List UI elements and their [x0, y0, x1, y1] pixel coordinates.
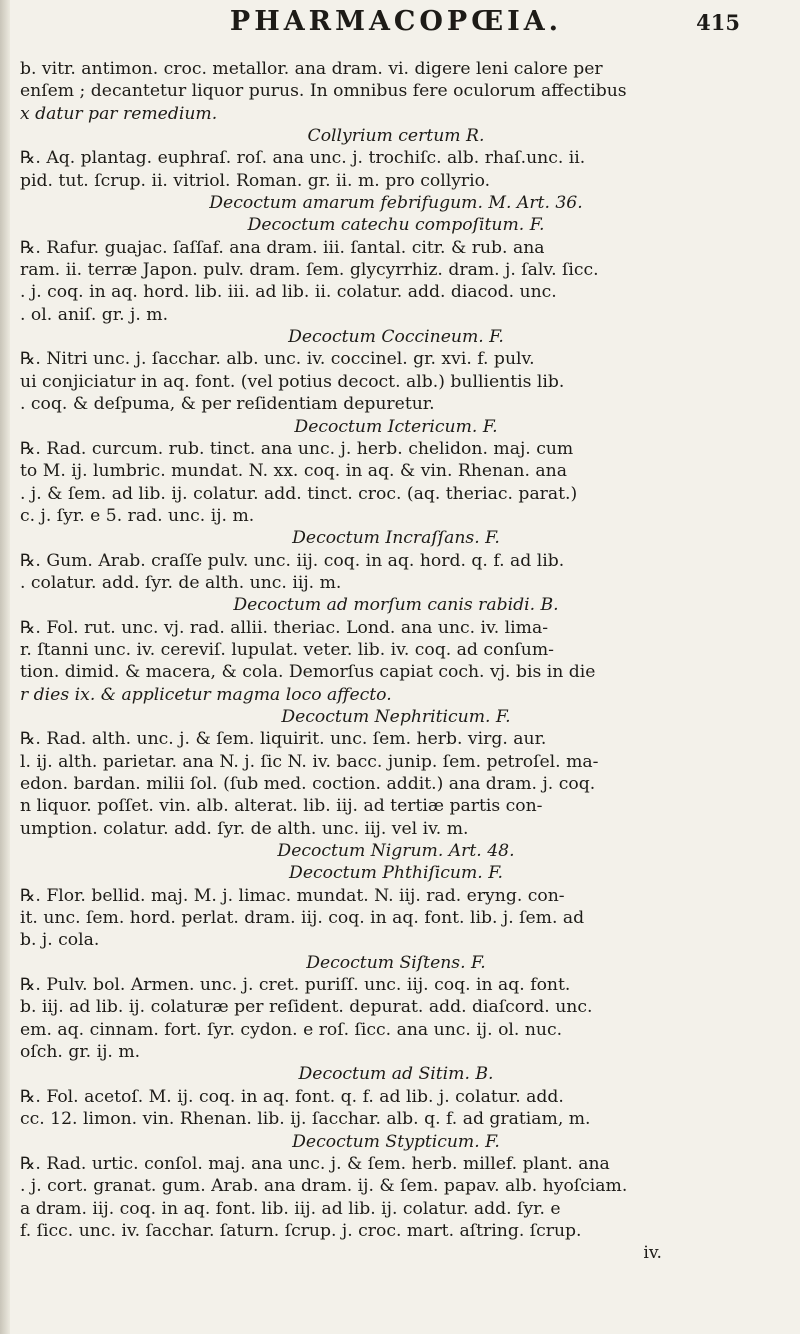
recipe-heading: Decoctum Phthiſicum. F.: [289, 863, 503, 884]
text-line: edon. bardan. milii ſol. (ſub med. coction. addit.) ana dram. j. coq.: [20, 774, 596, 794]
text-line: ui conjiciatur in aq. font. (vel potius decoct. alb.) bullientis lib.: [20, 371, 565, 392]
text-line: oſch. gr. ij. m.: [20, 1042, 141, 1063]
text-line: ℞. Fol. acetoſ. M. ij. coq. in aq. font. q. f. ad lib. j. colatur. add.: [20, 1086, 564, 1107]
text-line: r dies ix. & applicetur magma loco affecto.: [20, 684, 392, 705]
page-number: 415: [696, 10, 740, 35]
text-line: . j. cort. granat. gum. Arab. ana dram. ij. & ſem. papav. alb. hyoſciam.: [20, 1176, 628, 1197]
text-line: em. aq. cinnam. fort. ſyr. cydon. e roſ. ſicc. ana unc. ij. ol. nuc.: [20, 1019, 563, 1040]
text-line: b. j. cola.: [20, 930, 100, 951]
text-line: ℞. Pulv. bol. Armen. unc. j. cret. puriſſ. unc. iij. coq. in aq. font.: [20, 975, 571, 996]
text-line: x datur par remedium.: [20, 103, 218, 124]
text-line: ℞. Rad. alth. unc. j. & ſem. liquirit. unc. ſem. herb. virg. aur.: [20, 729, 547, 750]
text-line: ℞. Gum. Arab. craſſe pulv. unc. iij. coq. in aq. hord. q. f. ad lib.: [20, 550, 565, 571]
page-header: [20, 0, 772, 58]
text-line: ℞. Fol. rut. unc. vj. rad. allii. theriac. Lond. ana unc. iv. lima-: [20, 617, 549, 638]
text-line: . colatur. add. ſyr. de alth. unc. iij. m.: [20, 572, 342, 593]
running-title: PHARMACOPŒIA.: [229, 6, 563, 37]
text-line: . ol. aniſ. gr. j. m.: [20, 304, 169, 325]
text-line: a dram. iij. coq. in aq. font. lib. iij. ad lib. ij. colatur. add. ſyr. e: [20, 1198, 561, 1219]
catchword: iv.: [643, 1243, 662, 1264]
text-line: ℞. Rad. curcum. rub. tinct. ana unc. j. herb. chelidon. maj. cum: [20, 438, 574, 459]
recipe-heading: Collyrium certum R.: [307, 126, 485, 147]
text-line: enſem ; decantetur liquor purus. In omnibus fere oculorum affectibus: [20, 81, 627, 102]
recipe-heading: Decoctum catechu compoſitum. F.: [247, 215, 545, 236]
text-line: c. j. ſyr. e 5. rad. unc. ij. m.: [20, 505, 255, 526]
text-line: . j. & ſem. ad lib. ij. colatur. add. tinct. croc. (aq. theriac. parat.): [20, 483, 578, 504]
recipe-heading: Decoctum Nephriticum. F.: [281, 706, 511, 727]
text-line: to M. ij. lumbric. mundat. N. xx. coq. in aq. & vin. Rhenan. ana: [20, 461, 567, 482]
text-line: b. iij. ad lib. ij. colaturæ per reſident. depurat. add. diaſcord. unc.: [20, 997, 593, 1018]
text-line: l. ij. alth. parietar. ana N. j. ſic N. iv. bacc. junip. ſem. petroſel. ma-: [20, 751, 599, 772]
text-line: f. ſicc. unc. iv. ſacchar. ſaturn. ſcrup. j. croc. mart. aſtring. ſcrup.: [20, 1220, 582, 1241]
recipe-heading: Decoctum Nigrum. Art. 48.: [277, 841, 515, 862]
text-line: n liquor. poſſet. vin. alb. alterat. lib. iij. ad tertiæ partis con-: [20, 796, 543, 817]
recipe-heading: Decoctum Ictericum. F.: [294, 416, 498, 437]
text-line: tion. dimid. & macera, & cola. Demorſus capiat coch. vj. bis in die: [20, 662, 596, 683]
text-line: cc. 12. limon. vin. Rhenan. lib. ij. ſacchar. alb. q. f. ad gratiam, m.: [20, 1109, 591, 1130]
page-gutter-shadow: [0, 0, 10, 1334]
recipe-heading: Decoctum ad Sitim. B.: [298, 1064, 494, 1085]
text-line: ℞. Flor. bellid. maj. M. j. limac. mundat. N. iij. rad. eryng. con-: [20, 885, 565, 906]
text-line: ℞. Nitri unc. j. ſacchar. alb. unc. iv. coccinel. gr. xvi. f. pulv.: [20, 349, 535, 370]
text-line: r. ſtanni unc. iv. cereviſ. lupulat. veter. lib. iv. coq. ad conſum-: [20, 639, 554, 660]
text-line: . j. coq. in aq. hord. lib. iii. ad lib. ii. colatur. add. diacod. unc.: [20, 282, 557, 303]
text-line: ℞. Aq. plantag. euphraſ. roſ. ana unc. j. trochiſc. alb. rhaſ.unc. ii.: [20, 148, 586, 169]
text-line: it. unc. ſem. hord. perlat. dram. iij. coq. in aq. font. lib. j. ſem. ad: [20, 908, 585, 929]
recipe-heading: Decoctum amarum febrifugum. M. Art. 36.: [209, 193, 583, 214]
text-line: ℞. Rad. urtic. conſol. maj. ana unc. j. & ſem. herb. millef. plant. ana: [20, 1153, 610, 1174]
text-line: . coq. & deſpuma, & per reſidentiam depuretur.: [20, 394, 435, 415]
recipe-heading: Decoctum Coccineum. F.: [288, 327, 504, 348]
text-line: b. vitr. antimon. croc. metallor. ana dram. vi. digere leni calore per: [20, 59, 603, 79]
recipe-heading: Decoctum Incraſſans. F.: [292, 528, 500, 549]
text-line: ℞. Rafur. guajac. ſaſſaf. ana dram. iii. ſantal. citr. & rub. ana: [20, 237, 545, 258]
recipe-heading: Decoctum ad morſum canis rabidi. B.: [233, 595, 559, 616]
text-line: ram. ii. terræ Japon. pulv. dram. ſem. glycyrrhiz. dram. j. ſalv. ſicc.: [20, 260, 599, 281]
recipe-heading: Decoctum Stypticum. F.: [292, 1131, 500, 1152]
text-line: pid. tut. ſcrup. ii. vitriol. Roman. gr. ii. m. pro collyrio.: [20, 170, 491, 191]
recipe-heading: Decoctum Siſtens. F.: [306, 952, 486, 973]
text-line: umption. colatur. add. ſyr. de alth. unc. iij. vel iv. m.: [20, 818, 469, 839]
recipe-text-body: [20, 58, 772, 1265]
